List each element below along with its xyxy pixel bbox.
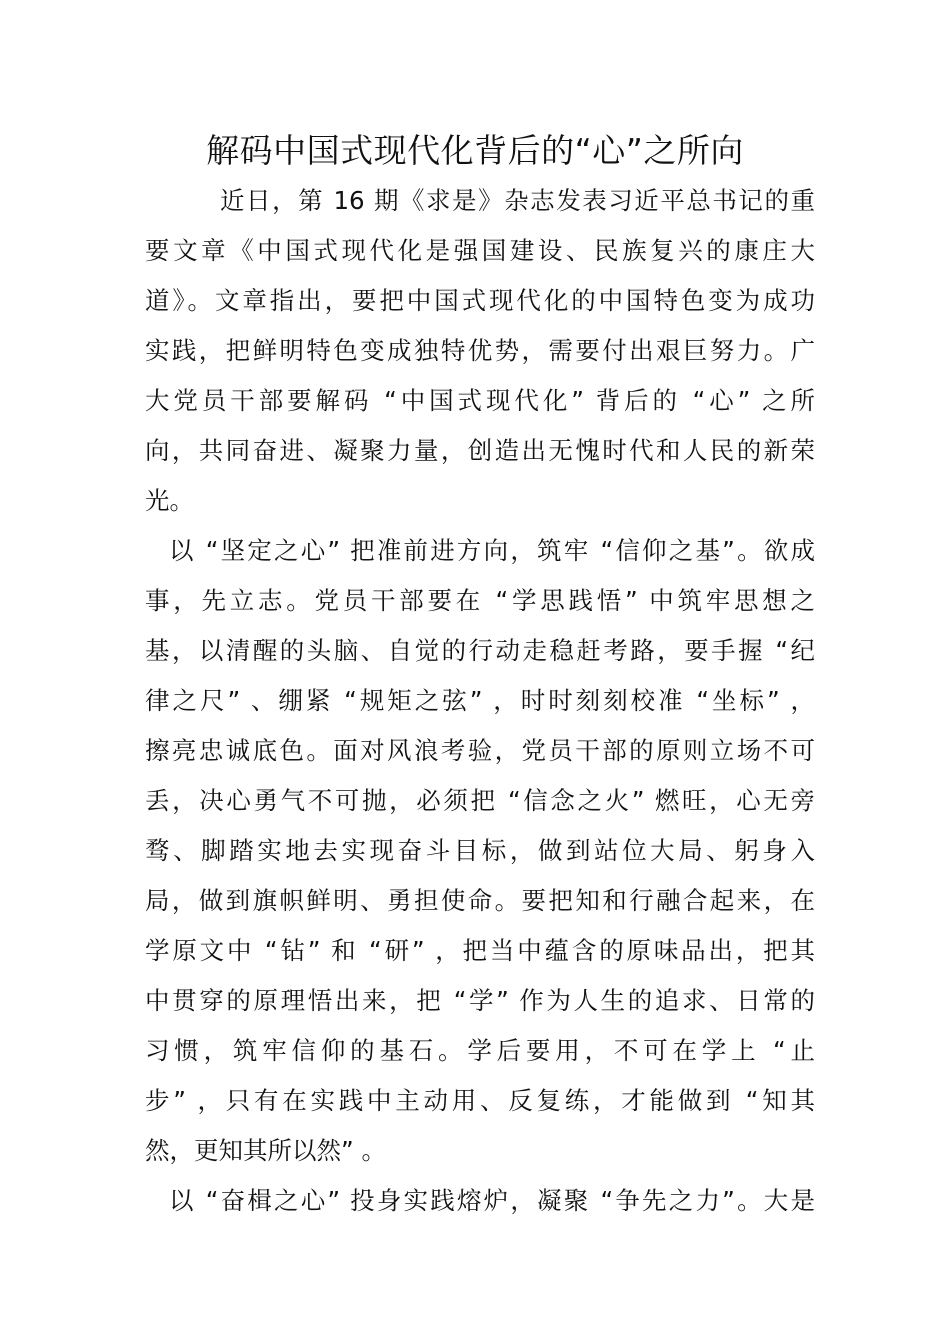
body-paragraph: [145, 1176, 815, 1226]
paragraph-line: 步” ，只有在实践中主动用、反复练，才能做到 “知其: [145, 1086, 815, 1115]
paragraph-line: 习惯，筑牢信仰的基石。学后要用，不可在学上 “止: [145, 1036, 815, 1065]
paragraph-line: 实践，把鲜明特色变成独特优势，需要付出艰巨努力。广: [145, 336, 815, 365]
body-paragraph: [145, 176, 815, 526]
paragraph-line: 基，以清醒的头脑、自觉的行动走稳赶考路，要手握 “纪: [145, 636, 815, 665]
paragraph-line: 律之尺” 、绷紧 “规矩之弦” ，时时刻刻校准 “坐标” ，: [145, 686, 815, 715]
document-body: [145, 176, 815, 1226]
paragraph-line: 事，先立志。党员干部要在 “学思践悟” 中筑牢思想之: [145, 586, 815, 615]
paragraph-line: 近日，第 16 期《求是》杂志发表习近平总书记的重: [220, 186, 815, 215]
paragraph-line: 向，共同奋进、凝聚力量，创造出无愧时代和人民的新荣: [145, 436, 815, 465]
document-title: 解码中国式现代化背后的“心”之所向: [206, 131, 744, 170]
paragraph-line: 丢，决心勇气不可抛，必须把 “信念之火” 燃旺，心无旁: [145, 786, 815, 815]
paragraph-line: 以 “坚定之心” 把准前进方向，筑牢 “信仰之基”。欲成: [169, 536, 815, 565]
body-paragraph: [145, 526, 815, 1176]
paragraph-line: 然，更知其所以然” 。: [145, 1136, 386, 1165]
paragraph-line: 骛、脚踏实地去实现奋斗目标，做到站位大局、躬身入: [145, 836, 815, 865]
paragraph-line: 以 “奋楫之心” 投身实践熔炉，凝聚 “争先之力”。大是: [169, 1186, 815, 1215]
paragraph-line: 学原文中 “钻” 和 “研” ，把当中蕴含的原味品出，把其: [145, 936, 815, 965]
paragraph-line: 擦亮忠诚底色。面对风浪考验，党员干部的原则立场不可: [145, 736, 815, 765]
paragraph-line: 要文章《中国式现代化是强国建设、民族复兴的康庄大: [145, 236, 815, 265]
paragraph-line: 大党员干部要解码 “中国式现代化” 背后的 “心” 之所: [145, 386, 815, 415]
paragraph-line: 局，做到旗帜鲜明、勇担使命。要把知和行融合起来，在: [145, 886, 815, 915]
paragraph-line: 光。: [145, 486, 194, 515]
paragraph-line: 中贯穿的原理悟出来，把 “学” 作为人生的追求、日常的: [145, 986, 815, 1015]
paragraph-line: 道》。文章指出，要把中国式现代化的中国特色变为成功: [145, 286, 815, 315]
